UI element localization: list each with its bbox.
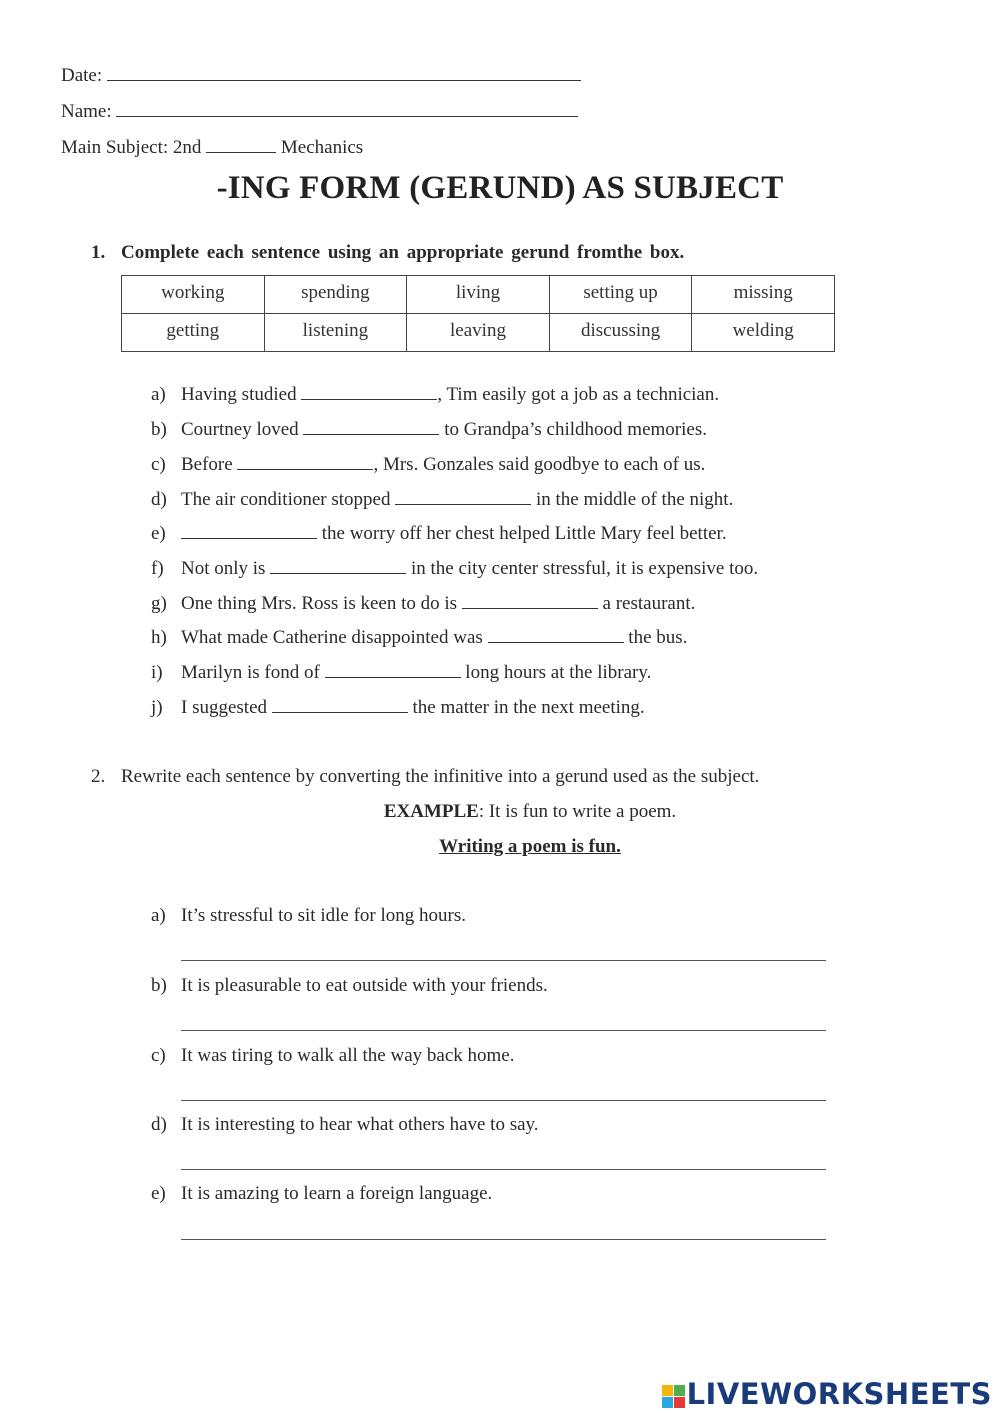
word-box-cell: missing bbox=[692, 276, 835, 314]
item-label: b) bbox=[151, 975, 167, 996]
example-label: EXAMPLE bbox=[383, 801, 479, 822]
example-answer: Writing a poem is fun. bbox=[439, 836, 621, 857]
word-box bbox=[121, 275, 835, 352]
item-text-before: Marilyn is fond of bbox=[181, 662, 325, 683]
name-input[interactable] bbox=[116, 98, 578, 117]
word-box-cell: welding bbox=[692, 314, 835, 352]
logo-text: LIVEWORKSHEETS bbox=[686, 1377, 992, 1411]
item-text: It is pleasurable to eat outside with your friends. bbox=[181, 975, 548, 996]
answer-blank[interactable] bbox=[488, 627, 624, 643]
name-label: Name: bbox=[61, 101, 112, 122]
item-text-after: in the middle of the night. bbox=[531, 489, 734, 510]
item-label: e) bbox=[151, 1183, 166, 1204]
answer-blank[interactable] bbox=[395, 489, 531, 505]
item-text-after: in the city center stressful, it is expensive too. bbox=[406, 558, 759, 579]
logo-square bbox=[674, 1385, 685, 1396]
word-box-cell: setting up bbox=[549, 276, 692, 314]
date-input[interactable] bbox=[107, 62, 581, 81]
answer-blank[interactable] bbox=[270, 558, 406, 574]
logo-square bbox=[674, 1397, 685, 1408]
answer-blank[interactable] bbox=[325, 662, 461, 678]
subject-suffix: Mechanics bbox=[280, 137, 364, 158]
item-label: j) bbox=[151, 697, 163, 718]
logo-square bbox=[662, 1397, 673, 1408]
answer-blank[interactable] bbox=[301, 384, 437, 400]
liveworksheets-logo-icon bbox=[662, 1385, 685, 1408]
page-title: -ING FORM (GERUND) AS SUBJECT bbox=[216, 170, 784, 206]
item-label: g) bbox=[151, 593, 167, 614]
item-text-before: Not only is bbox=[181, 558, 271, 579]
word-box-row bbox=[122, 276, 835, 314]
subject-prefix: Main Subject: 2nd bbox=[61, 137, 202, 158]
date-line bbox=[61, 62, 581, 87]
q1-instruction: Complete each sentence using an appropriate gerund fromthe box. bbox=[121, 242, 685, 263]
item-text-after: to Grandpa’s childhood memories. bbox=[439, 419, 707, 440]
q2-instruction: Rewrite each sentence by converting the infinitive into a gerund used as the subject. bbox=[121, 766, 760, 787]
item-text-before: I suggested bbox=[181, 697, 272, 718]
answer-blank[interactable] bbox=[272, 697, 408, 713]
answer-line[interactable] bbox=[181, 1030, 826, 1031]
answer-line[interactable] bbox=[181, 1100, 826, 1101]
word-box-cell: working bbox=[122, 276, 265, 314]
item-text-after: , Tim easily got a job as a technician. bbox=[437, 384, 720, 405]
item-text: It is amazing to learn a foreign language. bbox=[181, 1183, 493, 1204]
q1-number: 1. bbox=[91, 242, 106, 263]
item-text-after: the bus. bbox=[623, 627, 688, 648]
word-box-row bbox=[122, 314, 835, 352]
answer-line[interactable] bbox=[181, 960, 826, 961]
answer-blank[interactable] bbox=[462, 593, 598, 609]
item-text-before: Courtney loved bbox=[181, 419, 304, 440]
item-label: e) bbox=[151, 523, 166, 544]
word-box-cell: living bbox=[407, 276, 550, 314]
item-text-before: Before bbox=[181, 454, 238, 475]
word-box-cell: leaving bbox=[407, 314, 550, 352]
q2-number: 2. bbox=[91, 766, 106, 787]
item-label: h) bbox=[151, 627, 167, 648]
item-text: It is interesting to hear what others have to say. bbox=[181, 1114, 539, 1135]
item-label: c) bbox=[151, 454, 166, 475]
liveworksheets-logo[interactable] bbox=[662, 1377, 992, 1411]
item-text-after: the worry off her chest helped Little Mary feel better. bbox=[317, 523, 727, 544]
item-label: a) bbox=[151, 384, 166, 405]
answer-line[interactable] bbox=[181, 1169, 826, 1170]
answer-line[interactable] bbox=[181, 1239, 826, 1240]
item-text-before: The air conditioner stopped bbox=[181, 489, 396, 510]
item-label: d) bbox=[151, 1114, 167, 1135]
date-label: Date: bbox=[61, 65, 103, 86]
item-text-after: long hours at the library. bbox=[460, 662, 652, 683]
subject-line bbox=[61, 134, 363, 159]
item-text-before: One thing Mrs. Ross is keen to do is bbox=[181, 593, 462, 614]
item-label: a) bbox=[151, 905, 166, 926]
logo-square bbox=[662, 1385, 673, 1396]
item-label: i) bbox=[151, 662, 163, 683]
item-label: c) bbox=[151, 1045, 166, 1066]
answer-blank[interactable] bbox=[237, 454, 373, 470]
answer-blank[interactable] bbox=[181, 523, 317, 539]
example-text: : It is fun to write a poem. bbox=[478, 801, 677, 822]
item-label: f) bbox=[151, 558, 164, 579]
name-line bbox=[61, 98, 578, 123]
item-text-after: the matter in the next meeting. bbox=[407, 697, 645, 718]
item-text: It was tiring to walk all the way back home. bbox=[181, 1045, 515, 1066]
word-box-cell: spending bbox=[264, 276, 407, 314]
item-label: d) bbox=[151, 489, 167, 510]
word-box-cell: listening bbox=[264, 314, 407, 352]
item-text-before: Having studied bbox=[181, 384, 302, 405]
item-text-after: , Mrs. Gonzales said goodbye to each of us. bbox=[373, 454, 706, 475]
word-box-cell: getting bbox=[122, 314, 265, 352]
item-text: It’s stressful to sit idle for long hours. bbox=[181, 905, 466, 926]
subject-section-input[interactable] bbox=[206, 134, 276, 153]
item-text-after: a restaurant. bbox=[597, 593, 696, 614]
item-text-before: What made Catherine disappointed was bbox=[181, 627, 488, 648]
example-line bbox=[0, 801, 1000, 823]
word-box-cell: discussing bbox=[549, 314, 692, 352]
item-label: b) bbox=[151, 419, 167, 440]
answer-blank[interactable] bbox=[303, 419, 439, 435]
